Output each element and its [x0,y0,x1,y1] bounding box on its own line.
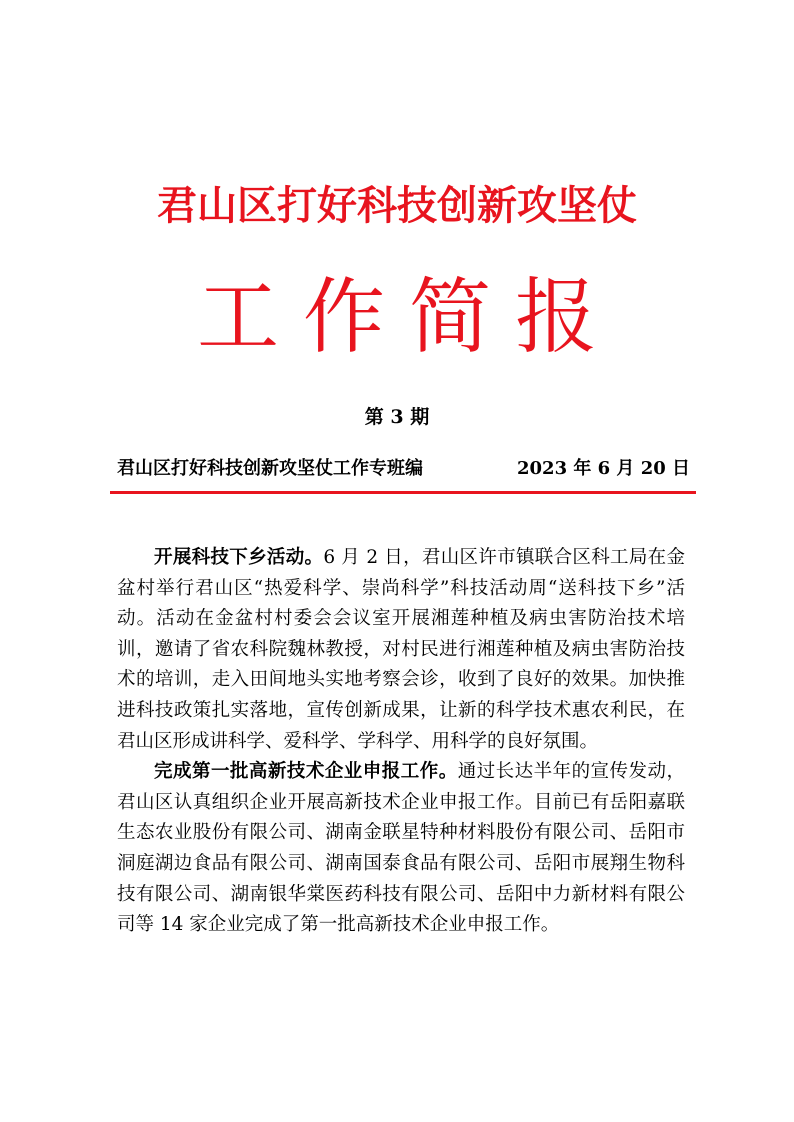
document-title-line2: 工作简报 [196,270,621,365]
paragraph [117,543,685,757]
editor-line: 君山区打好科技创新攻坚仗工作专班编 [117,458,423,479]
paragraph [117,757,685,941]
paragraph-text: 通过长达半年的宣传发动，君山区认真组织企业开展高新技术企业申报工作。目前已有岳阳嘉联生态农业股份有限公司、湖南金联星特种材料股份有限公司、岳阳市洞庭湖边食品有限公司、湖南国泰食品有限公司、岳阳市展翔生物科技有限公司、湖南银华棠医药科技有限公司、岳阳中力新材料有限公司等 14 家企业完成了第一批高新技术企业申报工作。 [117,761,685,936]
paragraph-text: 6 月 2 日，君山区许市镇联合区科工局在金盆村举行君山区“热爱科学、崇尚科学”科技活动周“送科技下乡”活动。活动在金盆村村委会会议室开展湘莲种植及病虫害防治技术培训，邀请了省农科院魏林教授，对村民进行湘莲种植及病虫害防治技术的培训，走入田间地头实地考察会诊，收到了良好的效果。加快推进科技政策扎实落地，宣传创新成果，让新的科学技术惠农利民，在君山区形成讲科学、爱科学、学科学、用科学的良好氛围。 [117,547,685,752]
paragraph-lead: 开展科技下乡活动。 [154,547,324,568]
issue-number: 第 3 期 [364,406,430,428]
document-title-line1: 君山区打好科技创新攻坚仗 [157,183,637,229]
red-divider-rule [110,491,696,494]
document-body [117,543,685,941]
issue-date: 2023 年 6 月 20 日 [517,458,691,479]
paragraph-lead: 完成第一批高新技术企业申报工作。 [154,761,458,783]
